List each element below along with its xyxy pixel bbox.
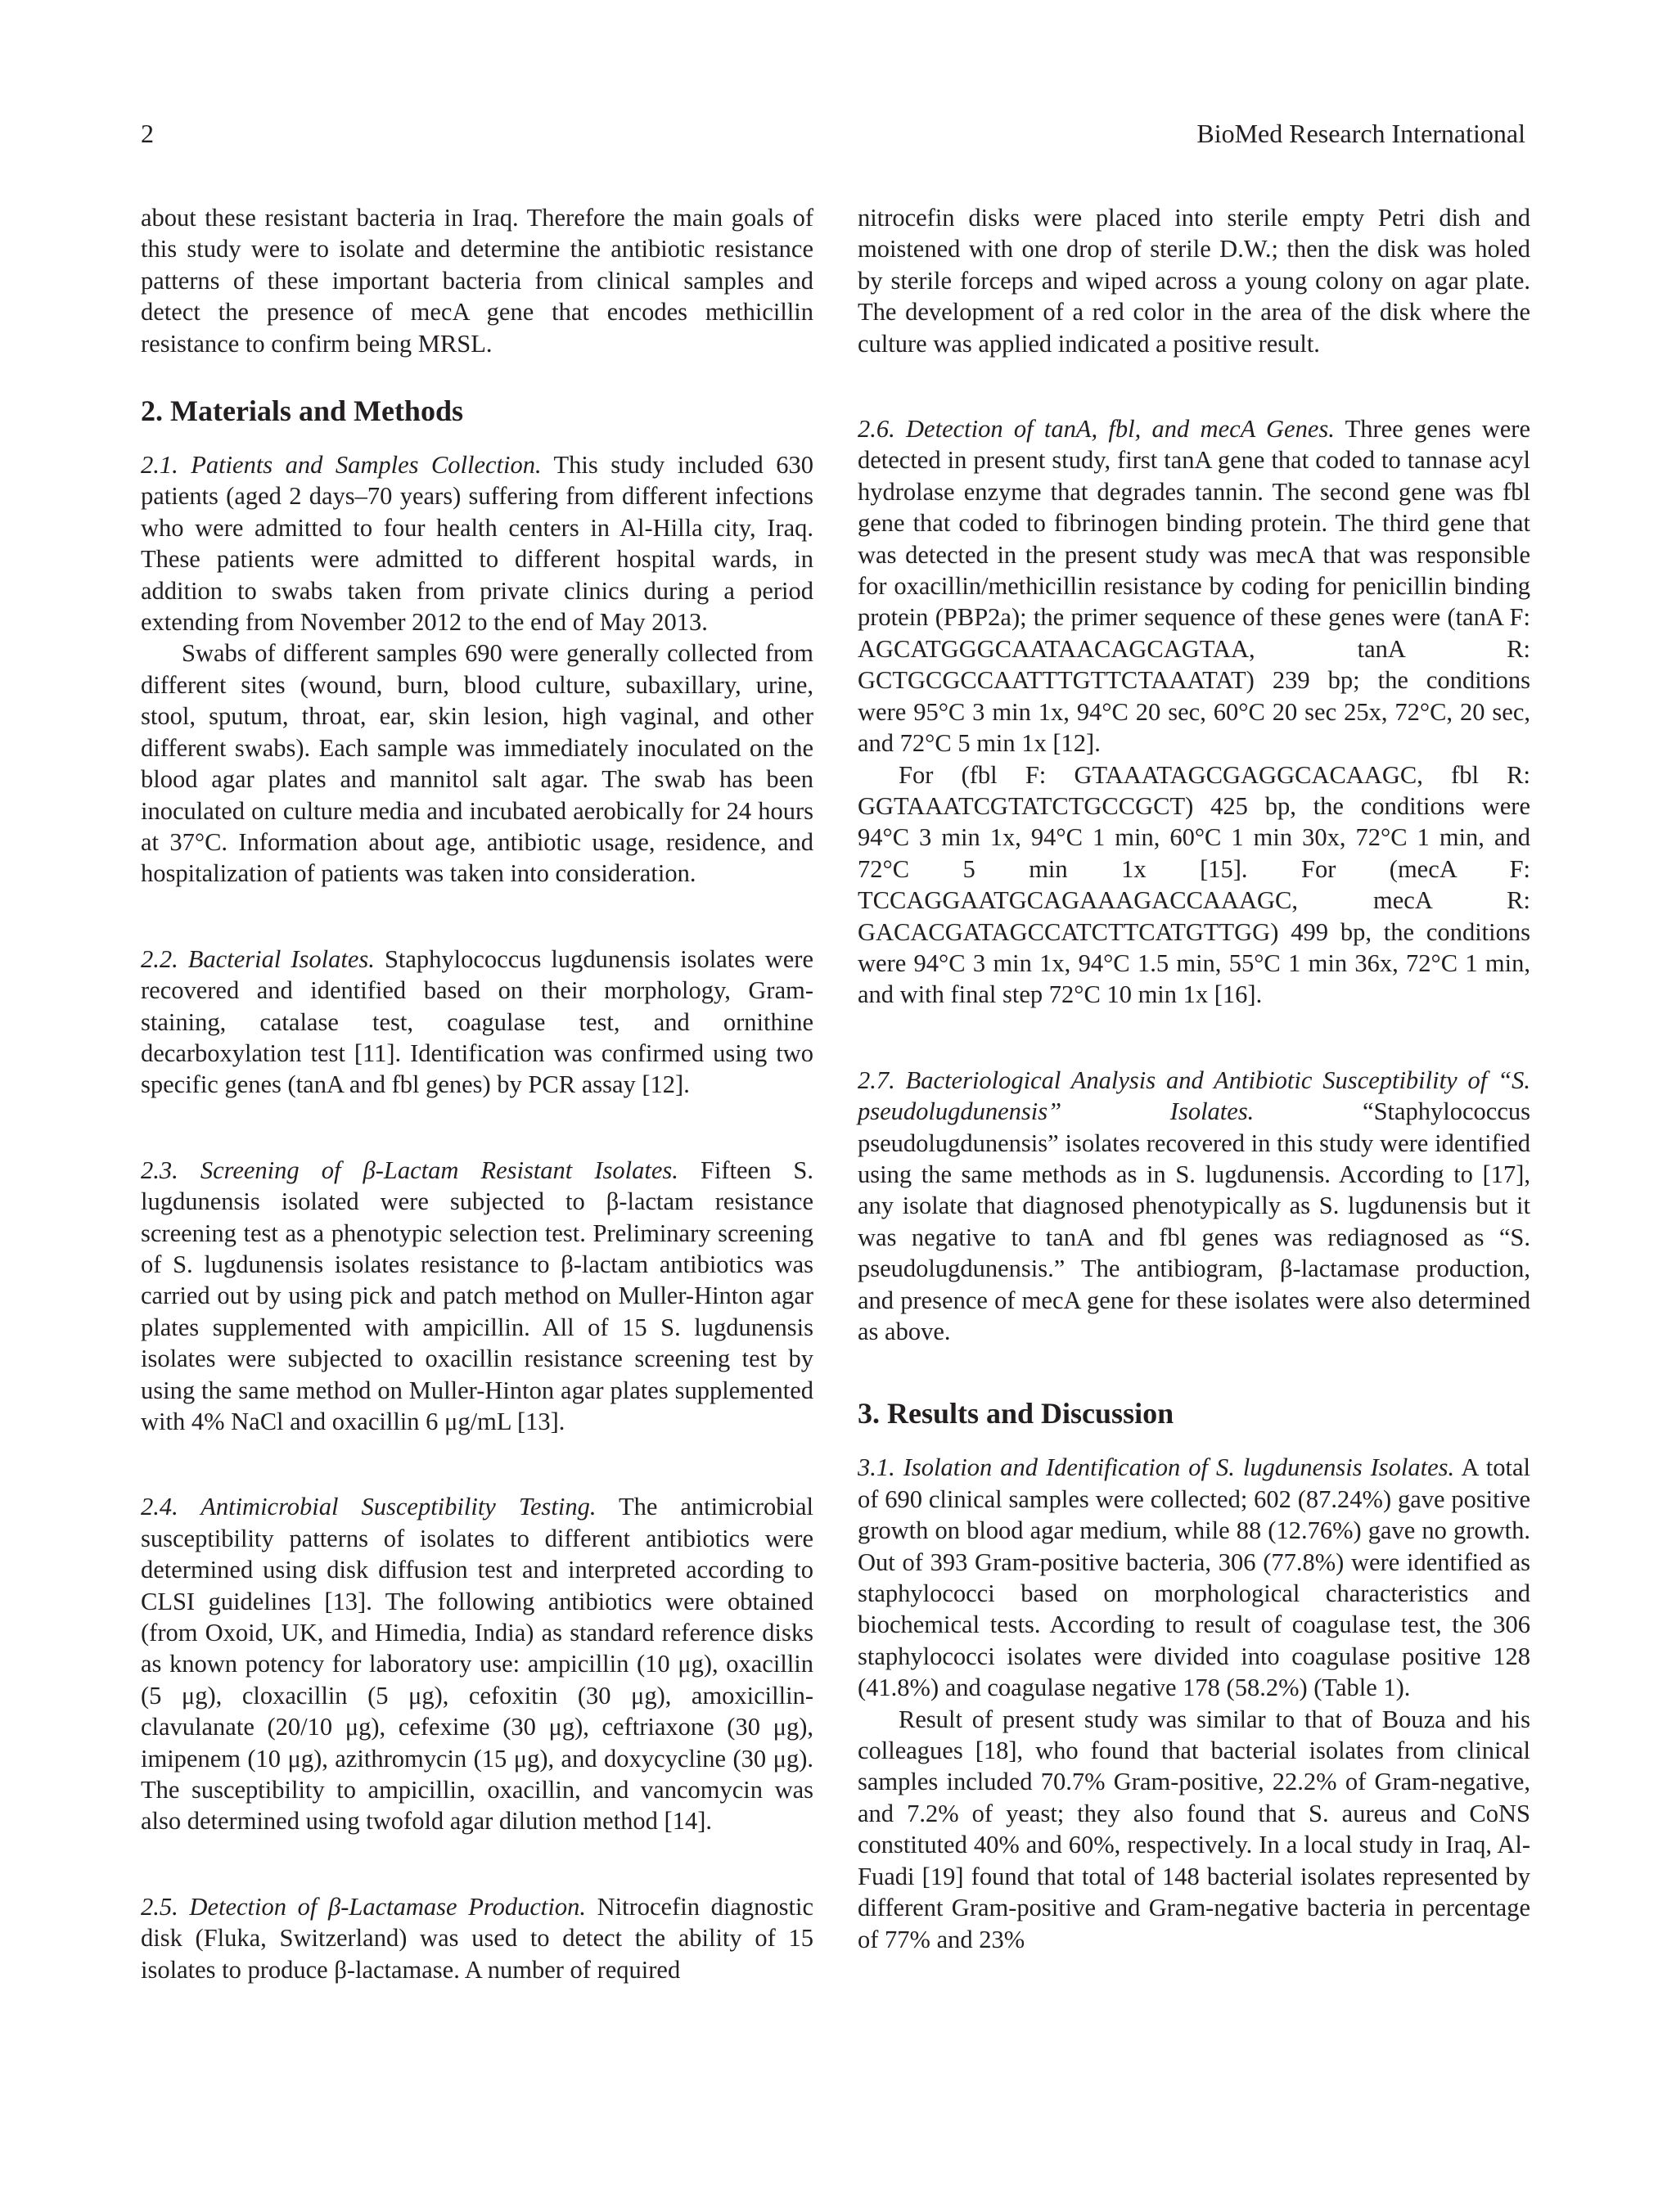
subsection-2-4-text: The antimicrobial susceptibility patterns of isolates to different antibiotics were determined using disk diffusion test and interpreted according to CLSI guidelines [13]. The following antibiotics were obtained (from Oxoid, UK, and Himedia, India) as standard reference disks as known potency for laboratory use: ampicillin (10 μg), oxacillin (5 μg), cloxacillin (5 μg), cefoxitin (30 μg), amoxicillin-clavulanate (20/10 μg), cefexime (30 μg), ceftriaxone (30 μg), imipenem (10 μg), azithromycin (15 μg), and doxycycline (30 μg). The susceptibility to ampicillin, oxacillin, and vancomycin was also determined using twofold agar dilution method [14]. [141,1493,814,1836]
section-heading-results: 3. Results and Discussion [858,1397,1174,1430]
subsection-2-1 [141,449,813,637]
subsection-2-4-heading: 2.4. Antimicrobial Susceptibility Testing. [141,1493,597,1521]
subsection-2-6-paragraph-2: For (fbl F: GTAAATAGCGAGGCACAAGC, fbl R: GGTAAATCGTATCTGCCGCT) 425 bp, the conditions were 94°C 3 min 1x, 94°C 1 min, 60°C 1 min 30x, 72°C 1 min, and 72°C 5 min 1x [15]. For (mecA F: TCCAGGAATGCAGAAAGACCAAAGC, mecA R: GACACGATAGCCATCTTCATGTTGG) 499 bp, the conditions were 94°C 3 min 1x, 94°C 1.5 min, 55°C 1 min 36x, 72°C 1 min, and with final step 72°C 10 min 1x [16]. [858,760,1530,1009]
intro-paragraph: about these resistant bacteria in Iraq. Therefore the main goals of this study were to isolate and determine the antibiotic resistance patterns of these important bacteria from clinical samples and detect the presence of mecA gene that encodes methicillin resistance to confirm being MRSL. [141,204,813,358]
left-column [141,202,813,1985]
subsection-2-2-heading: 2.2. Bacterial Isolates. [141,944,375,973]
subsection-2-6 [858,413,1530,759]
subsection-3-1-heading: 3.1. Isolation and Identification of S. lugdunensis Isolates. [858,1453,1455,1482]
subsection-3-1-text: A total of 690 clinical samples were collected; 602 (87.24%) gave positive growth on blood agar medium, while 88 (12.76%) gave no growth. Out of 393 Gram-positive bacteria, 306 (77.8%) were identified as staphylococci based on morphological characteristics and biochemical tests. According to result of coagulase test, the 306 staphylococci isolates were divided into coagulase positive 128 (41.8%) and coagulase negative 178 (58.2%) (Table 1). [858,1453,1530,1702]
subsection-2-1-paragraph-2: Swabs of different samples 690 were generally collected from different sites (wound, burn, blood culture, subaxillary, urine, stool, sputum, throat, ear, skin lesion, high vaginal, and other different swabs). Each sample was immediately inoculated on the blood agar plates and mannitol salt agar. The swab has been inoculated on culture media and incubated aerobically for 24 hours at 37°C. Information about age, antibiotic usage, residence, and hospitalization of patients was taken into consideration. [141,639,813,888]
subsection-2-1-heading: 2.1. Patients and Samples Collection. [141,451,542,480]
subsection-2-7-text: “Staphylococcus pseudolugdunensis” isolates recovered in this study were identified using the same methods as in S. lugdunensis. According to [17], any isolate that diagnosed phenotypically as S. lugdunensis but it was negative to tanA and fbl genes was rediagnosed as “S. pseudolugdunensis.” The antibiogram, β-lactamase production, and presence of mecA gene for these isolates were also determined as above. [858,1097,1530,1345]
subsection-2-3-heading: 2.3. Screening of β-Lactam Resistant Isolates. [141,1156,678,1184]
section-heading-methods: 2. Materials and Methods [141,394,463,428]
subsection-2-3 [141,1155,813,1438]
page-number: 2 [141,119,154,148]
journal-title: BioMed Research International [1196,119,1525,148]
subsection-2-2 [141,944,813,1101]
subsection-2-5-heading: 2.5. Detection of β-Lactamase Production. [141,1892,586,1921]
subsection-2-7 [858,1065,1530,1348]
continued-paragraph: nitrocefin disks were placed into sterile empty Petri dish and moistened with one drop of sterile D.W.; then the disk was holed by sterile forceps and wiped across a young colony on agar plate. The development of a red color in the area of the disk where the culture was applied indicated a positive result. [858,204,1530,358]
subsection-2-3-text: Fifteen S. lugdunensis isolated were subjected to β-lactam resistance screening test as a phenotypic selection test. Preliminary screening of S. lugdunensis isolates resistance to β-lactam antibiotics was carried out by using pick and patch method on Muller-Hinton agar plates supplemented with ampicillin. All of 15 S. lugdunensis isolates were subjected to oxacillin resistance screening test by using the same method on Muller-Hinton agar plates supplemented with 4% NaCl and oxacillin 6 μg/mL [13]. [141,1156,813,1435]
subsection-2-2-text: Staphylococcus lugdunensis isolates were recovered and identified based on their morphology, Gram-staining, catalase test, coagulase test, and ornithine decarboxylation test [11]. Identification was confirmed using two specific genes (tanA and fbl genes) by PCR assay [12]. [141,944,813,1099]
subsection-2-7-heading: 2.7. Bacteriological Analysis and Antibiotic Susceptibility of “S. pseudolugdunensis” Isolates. [858,1065,1530,1126]
subsection-2-5-text: Nitrocefin diagnostic disk (Fluka, Switzerland) was used to detect the ability of 15 isolates to produce β-lactamase. A number of required [141,1892,813,1984]
subsection-2-4 [141,1491,813,1836]
right-column [858,202,1530,1955]
subsection-2-6-text: Three genes were detected in present study, first tanA gene that coded to tannase acyl hydrolase enzyme that degrades tannin. The second gene was fbl gene that coded to fibrinogen binding protein. The third gene that was detected in the present study was mecA that was responsible for oxacillin/methicillin resistance by coding for penicillin binding protein (PBP2a); the primer sequence of these genes were (tanA F: AGCATGGGCAATAACAGCAGTAA, tanA R: GCTGCGCCAATTTGTTCTAAATAT) 239 bp; the conditions were 95°C 3 min 1x, 94°C 20 sec, 60°C 20 sec 25x, 72°C, 20 sec, and 72°C 5 min 1x [12]. [858,415,1530,758]
subsection-3-1 [858,1452,1530,1703]
subsection-2-6-heading: 2.6. Detection of tanA, fbl, and mecA Genes. [858,415,1335,444]
subsection-3-1-paragraph-2: Result of present study was similar to that of Bouza and his colleagues [18], who found that bacterial isolates from clinical samples included 70.7% Gram-positive, 22.2% of Gram-negative, and 7.2% of yeast; they also found that S. aureus and CoNS constituted 40% and 60%, respectively. In a local study in Iraq, Al-Fuadi [19] found that total of 148 bacterial isolates represented by different Gram-positive and Gram-negative bacteria in percentage of 77% and 23% [858,1705,1530,1953]
running-header [141,117,1525,158]
subsection-2-1-text: This study included 630 patients (aged 2 days–70 years) suffering from different infections who were admitted to four health centers in Al-Hilla city, Iraq. These patients were admitted to different hospital wards, in addition to swabs taken from private clinics during a period extending from November 2012 to the end of May 2013. [141,451,813,637]
subsection-2-5 [141,1891,813,1985]
